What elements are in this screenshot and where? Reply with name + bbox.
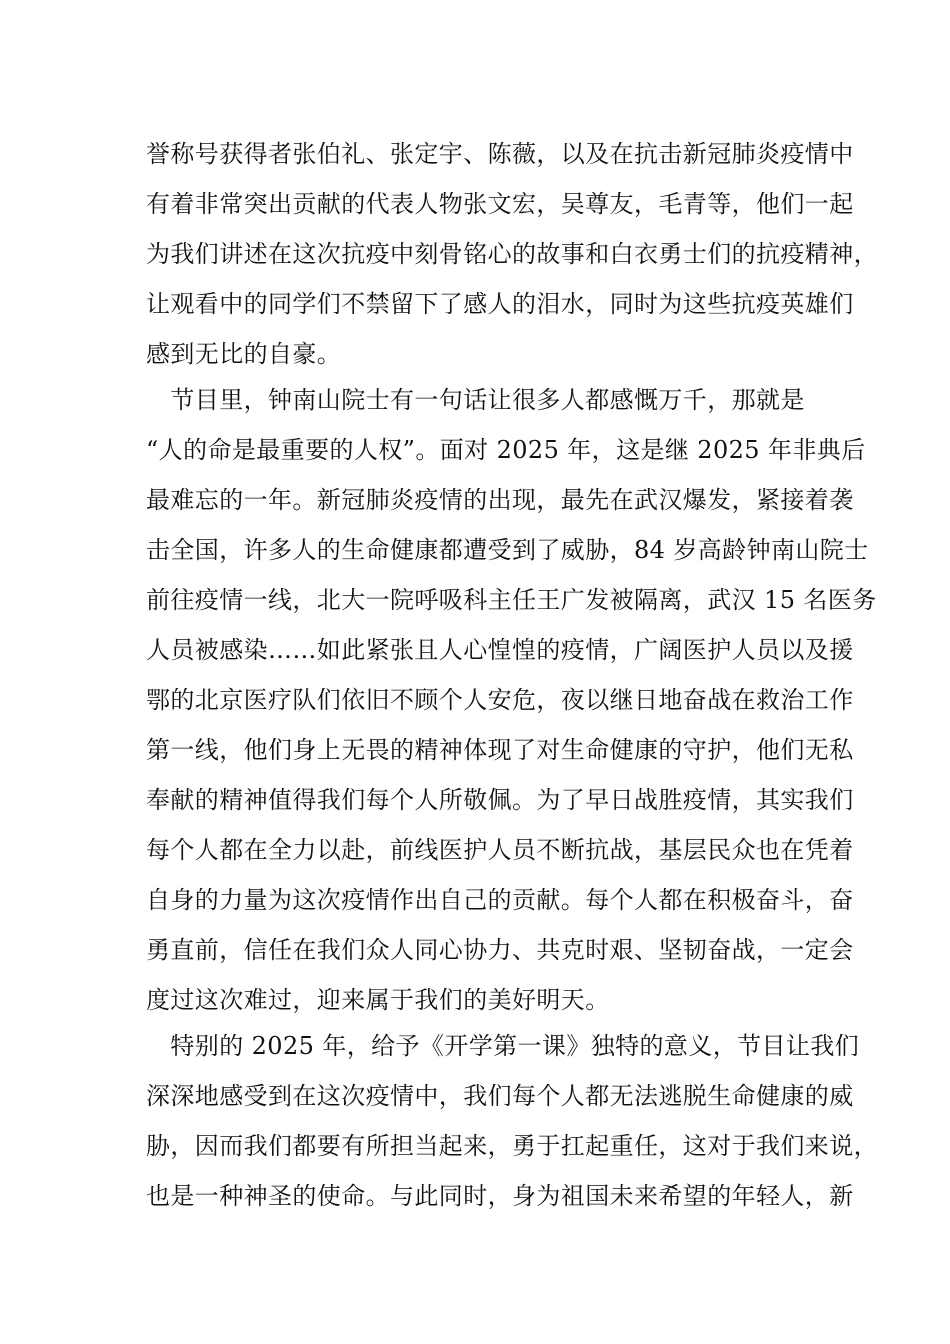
- text-line: 前往疫情一线，北大一院呼吸科主任王广发被隔离，武汉 15 名医务: [146, 586, 877, 614]
- text-line: 深深地感受到在这次疫情中，我们每个人都无法逃脱生命健康的威: [146, 1082, 854, 1110]
- text-line: 有着非常突出贡献的代表人物张文宏，吴尊友，毛青等，他们一起: [146, 190, 854, 218]
- text-line: 每个人都在全力以赴，前线医护人员不断抗战，基层民众也在凭着: [146, 836, 854, 864]
- text-line: 自身的力量为这次疫情作出自己的贡献。每个人都在积极奋斗，奋: [146, 886, 854, 914]
- text-line: 人员被感染……如此紧张且人心惶惶的疫情，广阔医护人员以及援: [146, 636, 854, 664]
- text-line: 让观看中的同学们不禁留下了感人的泪水，同时为这些抗疫英雄们: [146, 290, 854, 318]
- text-line: 感到无比的自豪。: [146, 340, 342, 368]
- text-line: “人的命是最重要的人权”。面对 2025 年，这是继 2025 年非典后: [146, 436, 866, 464]
- text-line: 第一线，他们身上无畏的精神体现了对生命健康的守护，他们无私: [146, 736, 854, 764]
- text-line: 奉献的精神值得我们每个人所敬佩。为了早日战胜疫情，其实我们: [146, 786, 854, 814]
- text-line: 也是一种神圣的使命。与此同时，身为祖国未来希望的年轻人，新: [146, 1182, 854, 1210]
- text-line: 勇直前，信任在我们众人同心协力、共克时艰、坚韧奋战，一定会: [146, 936, 854, 964]
- text-line: 度过这次难过，迎来属于我们的美好明天。: [146, 986, 610, 1014]
- text-line: 击全国，许多人的生命健康都遭受到了威胁，84 岁高龄钟南山院士: [146, 536, 869, 564]
- text-line: 为我们讲述在这次抗疫中刻骨铭心的故事和白衣勇士们的抗疫精神，: [146, 240, 878, 268]
- text-line: 节目里，钟南山院士有一句话让很多人都感慨万千，那就是: [146, 386, 805, 414]
- text-line: 胁，因而我们都要有所担当起来，勇于扛起重任，这对于我们来说，: [146, 1132, 878, 1160]
- text-line: 誉称号获得者张伯礼、张定宇、陈薇，以及在抗击新冠肺炎疫情中: [146, 140, 854, 168]
- text-line: 最难忘的一年。新冠肺炎疫情的出现，最先在武汉爆发，紧接着袭: [146, 486, 854, 514]
- text-line: 特别的 2025 年，给予《开学第一课》独特的意义，节目让我们: [146, 1032, 860, 1060]
- text-line: 鄂的北京医疗队们依旧不顾个人安危，夜以继日地奋战在救治工作: [146, 686, 854, 714]
